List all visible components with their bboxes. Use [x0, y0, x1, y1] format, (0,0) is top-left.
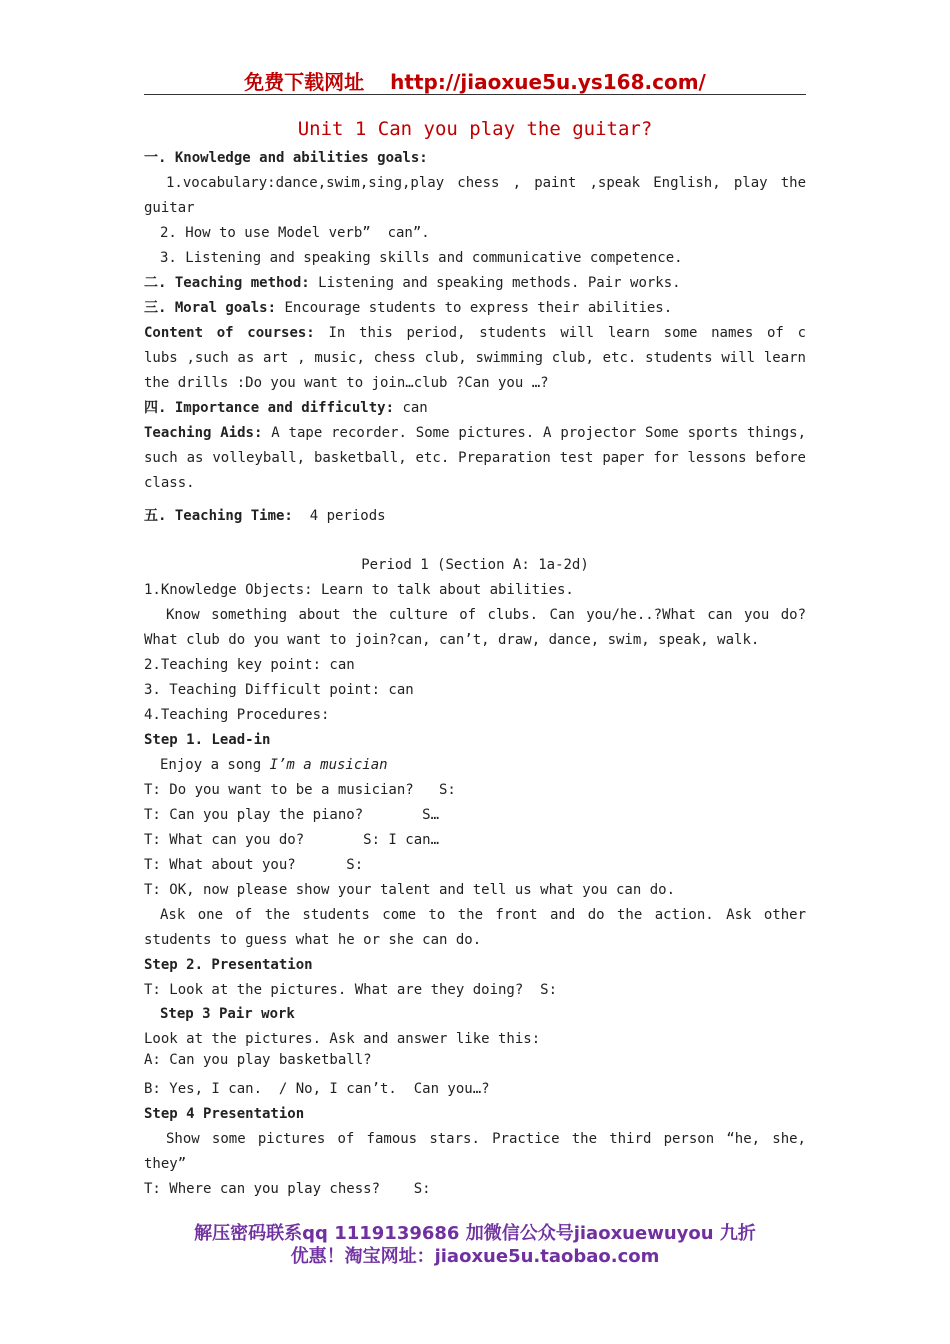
- step4-heading: Step 4 Presentation: [144, 1106, 305, 1122]
- period-difficult-point: 3. Teaching Difficult point: can: [144, 682, 414, 698]
- step1-dialogue-5: T: OK, now please show your talent and tell us what you can do.: [144, 882, 676, 898]
- step4-line3: T: Where can you play chess? S:: [144, 1181, 431, 1197]
- step3-heading: Step 3 Pair work: [160, 1006, 295, 1022]
- goals-item3: 3. Listening and speaking skills and communicative competence.: [160, 250, 683, 266]
- step1-activity-line2: students to guess what he or she can do.: [144, 932, 482, 948]
- step3-line1: Look at the pictures. Ask and answer like this:: [144, 1031, 541, 1047]
- goals-heading: 一. Knowledge and abilities goals:: [144, 150, 428, 166]
- period-heading: Period 1 (Section A: 1a-2d): [361, 557, 589, 573]
- period-obj1: 1.Knowledge Objects: Learn to talk about abilities.: [144, 582, 574, 598]
- step1-activity-line1: Ask one of the students come to the front and do the action. Ask other: [160, 907, 806, 923]
- goals-item1-line1: 1.vocabulary:dance,swim,sing,play chess , paint ,speak English, play the: [166, 175, 806, 191]
- period-obj3: What club do you want to join?can, can’t, draw, dance, swim, speak, walk.: [144, 632, 760, 648]
- goals-item2: 2. How to use Model verb” can”.: [160, 225, 430, 241]
- moral-line: 三. Moral goals: Encourage students to express their abilities.: [144, 300, 673, 316]
- step1-heading: Step 1. Lead-in: [144, 732, 271, 748]
- header-cn-label: 免费下载网址: [244, 70, 365, 94]
- document-title: Unit 1 Can you play the guitar?: [297, 118, 653, 140]
- footer-line2: 优惠！淘宝网址：jiaoxue5u.taobao.com: [290, 1246, 660, 1267]
- step2-dialogue-1: T: Look at the pictures. What are they doing? S:: [144, 982, 558, 998]
- step3-line3: B: Yes, I can. / No, I can’t. Can you…?: [144, 1081, 490, 1097]
- content-line2: lubs ,such as art , music, chess club, swimming club, etc. students will learn: [144, 350, 806, 366]
- importance-line: 四. Importance and difficulty: can: [144, 400, 428, 416]
- period-procedures: 4.Teaching Procedures:: [144, 707, 330, 723]
- step4-line1: Show some pictures of famous stars. Practice the third person “he, she,: [166, 1131, 806, 1147]
- footer-line1: 解压密码联系qq 1119139686 加微信公众号jiaoxuewuyou 九折: [194, 1223, 756, 1244]
- step2-heading: Step 2. Presentation: [144, 957, 313, 973]
- header-url-link[interactable]: http://jiaoxue5u.ys168.com/: [390, 70, 706, 94]
- content-line1: Content of courses: In this period, students will learn some names of c: [144, 325, 806, 341]
- content-line3: the drills :Do you want to join…club ?Can you …?: [144, 375, 549, 391]
- aids-line3: class.: [144, 475, 195, 491]
- step3-line2: A: Can you play basketball?: [144, 1052, 372, 1068]
- period-obj2: Know something about the culture of clubs. Can you/he..?What can you do?: [166, 607, 806, 623]
- aids-line1: Teaching Aids: A tape recorder. Some pictures. A projector Some sports things,: [144, 425, 806, 441]
- period-key-point: 2.Teaching key point: can: [144, 657, 355, 673]
- time-line: 五. Teaching Time: 4 periods: [144, 508, 386, 524]
- step4-line2: they”: [144, 1156, 187, 1172]
- goals-item1-line2: guitar: [144, 200, 195, 216]
- method-line: 二. Teaching method: Listening and speaking methods. Pair works.: [144, 275, 681, 291]
- step1-dialogue-1: T: Do you want to be a musician? S:: [144, 782, 456, 798]
- step1-song: Enjoy a song I’m a musician: [160, 757, 388, 773]
- step1-dialogue-3: T: What can you do? S: I can…: [144, 832, 440, 848]
- step1-dialogue-2: T: Can you play the piano? S…: [144, 807, 440, 823]
- step1-dialogue-4: T: What about you? S:: [144, 857, 364, 873]
- aids-line2: such as volleyball, basketball, etc. Preparation test paper for lessons before: [144, 450, 806, 466]
- page-header: [144, 66, 806, 95]
